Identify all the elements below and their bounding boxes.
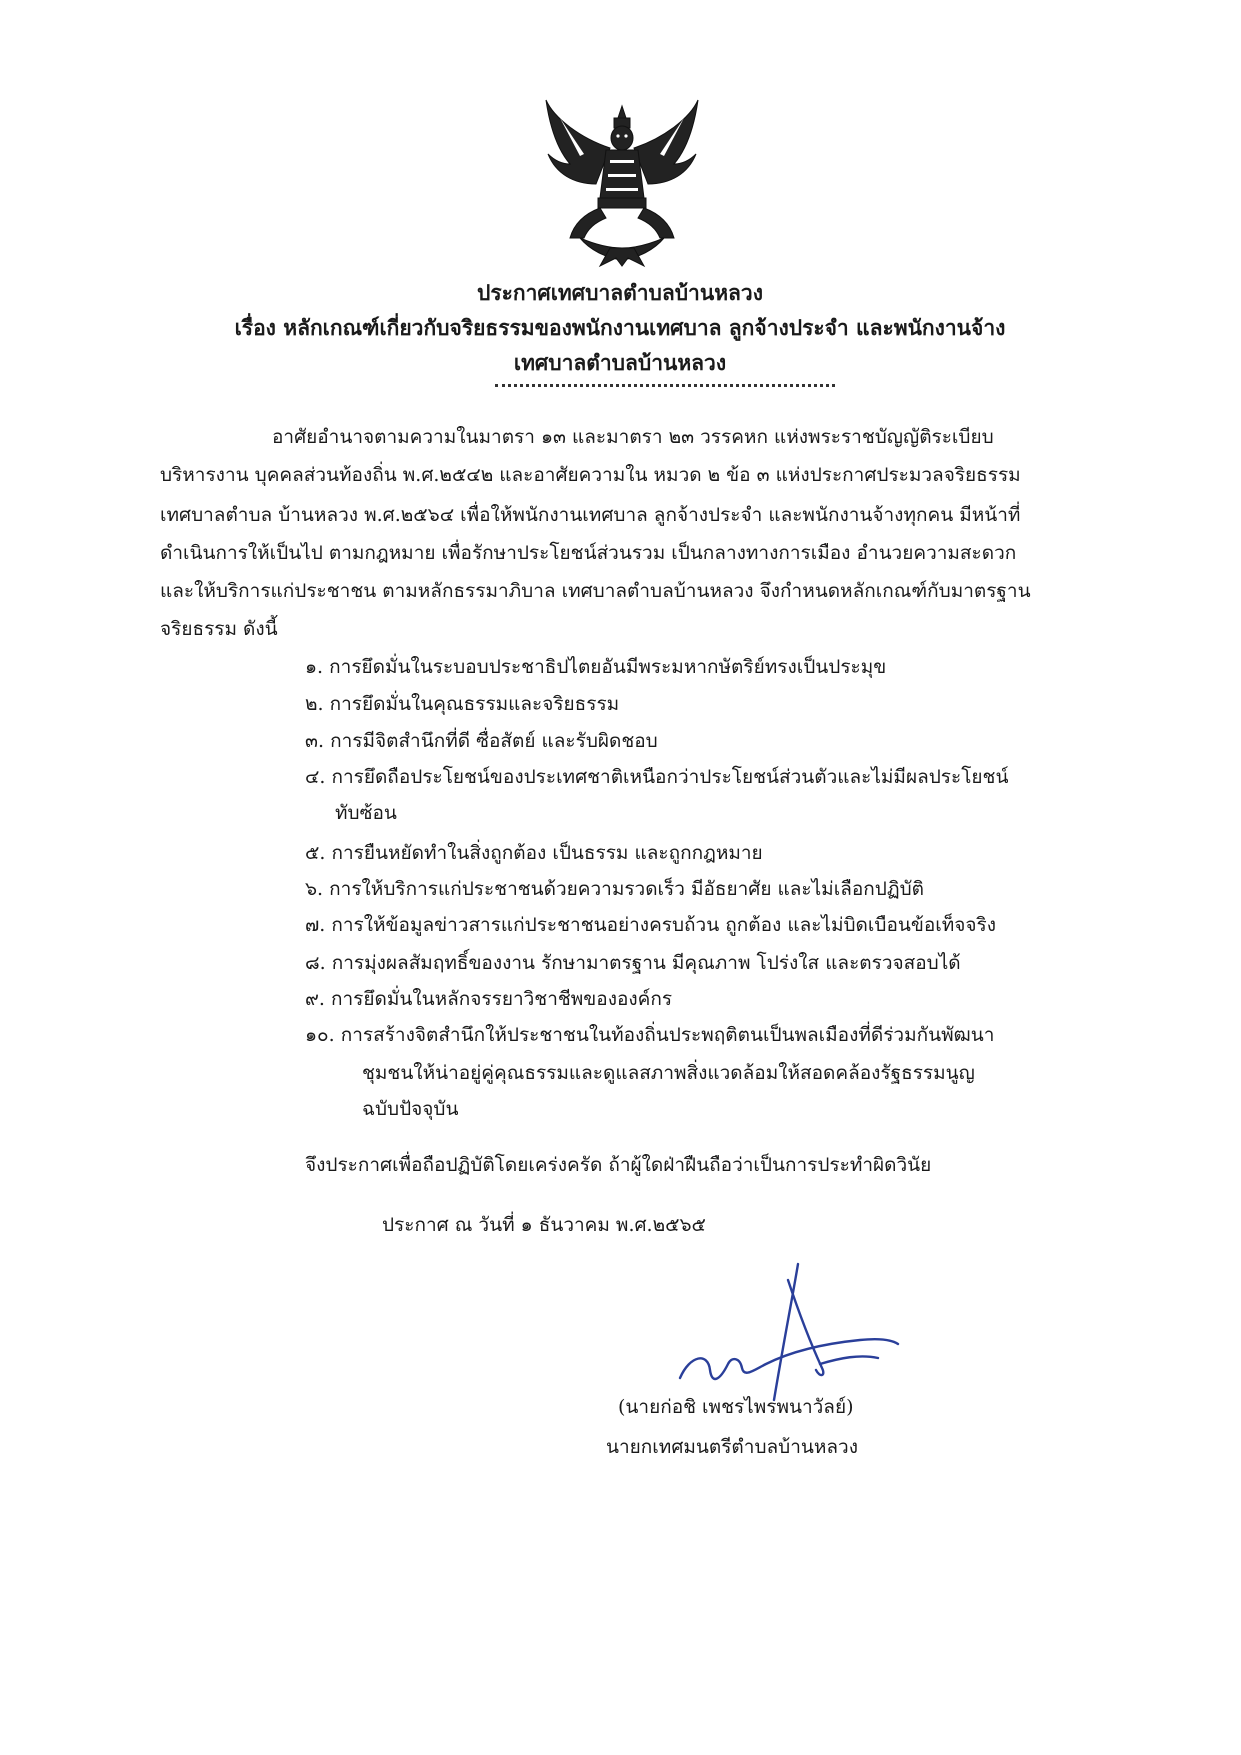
list-item: ๑. การยึดมั่นในระบอบประชาธิปไตยอันมีพระมหากษัตริย์ทรงเป็นประมุข — [305, 656, 887, 678]
list-item: ๑๐. การสร้างจิตสำนึกให้ประชาชนในท้องถิ่นประพฤติตนเป็นพลเมืองที่ดีร่วมกันพัฒนา — [305, 1024, 995, 1046]
handwritten-signature — [670, 1260, 910, 1410]
list-item: ๔. การยึดถือประโยชน์ของประเทศชาติเหนือกว่าประโยชน์ส่วนตัวและไม่มีผลประโยชน์ — [305, 766, 1009, 788]
announcement-date: ประกาศ ณ วันที่ ๑ ธันวาคม พ.ศ.๒๕๖๕ — [382, 1214, 706, 1236]
list-item-continuation: ชุมชนให้น่าอยู่คู่คุณธรรมและดูแลสภาพสิ่งแวดล้อมให้สอดคล้องรัฐธรรมนูญ — [362, 1062, 975, 1084]
list-item-continuation: ทับซ้อน — [335, 802, 397, 824]
paragraph-line: จริยธรรม ดังนี้ — [160, 618, 278, 640]
announcement-subject: เรื่อง หลักเกณฑ์เกี่ยวกับจริยธรรมของพนักงานเทศบาล ลูกจ้างประจำ และพนักงานจ้าง — [234, 315, 1006, 340]
signatory-name: (นายก่อชิ เพชรไพรพนาวัลย์) — [618, 1396, 854, 1418]
list-item: ๗. การให้ข้อมูลข่าวสารแก่ประชาชนอย่างครบถ้วน ถูกต้อง และไม่บิดเบือนข้อเท็จจริง — [305, 914, 997, 936]
list-item: ๙. การยึดมั่นในหลักจรรยาวิชาชีพขององค์กร — [305, 988, 673, 1010]
paragraph-line: บริหารงาน บุคคลส่วนท้องถิ่น พ.ศ.๒๕๔๒ และอาศัยความใน หมวด ๒ ข้อ ๓ แห่งประกาศประมวลจริยธรรม — [160, 464, 1021, 486]
list-item: ๒. การยึดมั่นในคุณธรรมและจริยธรรม — [305, 693, 620, 715]
list-item: ๓. การมีจิตสำนึกที่ดี ซื่อสัตย์ และรับผิดชอบ — [305, 730, 658, 752]
announcement-subject-cont: เทศบาลตำบลบ้านหลวง — [513, 350, 727, 375]
announcement-title: ประกาศเทศบาลตำบลบ้านหลวง — [477, 280, 763, 305]
list-item: ๕. การยืนหยัดทำในสิ่งถูกต้อง เป็นธรรม และถูกกฎหมาย — [305, 842, 763, 864]
paragraph-line: และให้บริการแก่ประชาชน ตามหลักธรรมาภิบาล เทศบาลตำบลบ้านหลวง จึงกำหนดหลักเกณฑ์กับมาตรฐาน — [160, 580, 1031, 602]
dotted-divider — [495, 384, 835, 387]
paragraph-line: เทศบาลตำบล บ้านหลวง พ.ศ.๒๕๖๔ เพื่อให้พนักงานเทศบาล ลูกจ้างประจำ และพนักงานจ้างทุกคน มีหน้าที่ — [160, 504, 1021, 526]
signatory-position: นายกเทศมนตรีตำบลบ้านหลวง — [606, 1436, 858, 1458]
closing-statement: จึงประกาศเพื่อถือปฏิบัติโดยเคร่งครัด ถ้าผู้ใดฝ่าฝืนถือว่าเป็นการประทำผิดวินัย — [305, 1154, 932, 1176]
garuda-emblem-icon — [540, 98, 704, 268]
paragraph-line: ดำเนินการให้เป็นไป ตามกฎหมาย เพื่อรักษาประโยชน์ส่วนรวม เป็นกลางทางการเมือง อำนวยความสะดวก — [160, 542, 1017, 564]
list-item: ๖. การให้บริการแก่ประชาชนด้วยความรวดเร็ว มีอัธยาศัย และไม่เลือกปฏิบัติ — [305, 878, 924, 900]
list-item-continuation: ฉบับปัจจุบัน — [362, 1098, 459, 1120]
list-item: ๘. การมุ่งผลสัมฤทธิ์ของงาน รักษามาตรฐาน มีคุณภาพ โปร่งใส และตรวจสอบได้ — [305, 952, 961, 974]
paragraph-line: อาศัยอำนาจตามความในมาตรา ๑๓ และมาตรา ๒๓ วรรคหก แห่งพระราชบัญญัติระเบียบ — [272, 426, 994, 448]
